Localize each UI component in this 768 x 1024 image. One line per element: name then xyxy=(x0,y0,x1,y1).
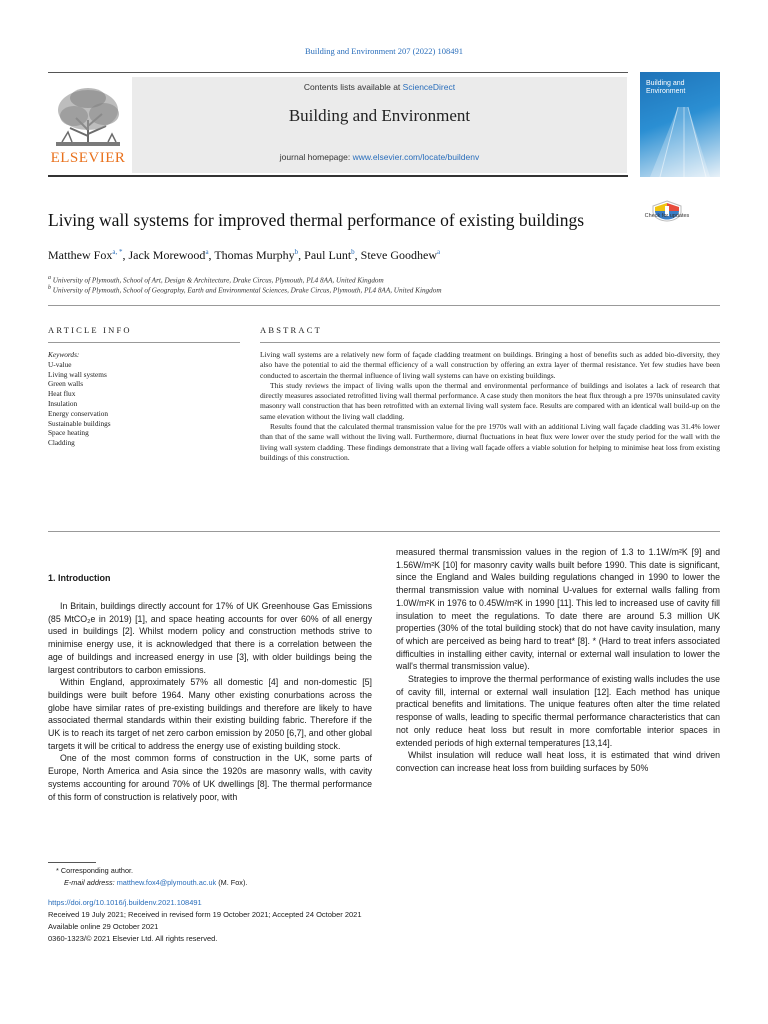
contents-line xyxy=(132,82,627,92)
check-for-updates-label: Check for updates xyxy=(644,213,690,219)
abstract-paragraph: This study reviews the impact of living walls upon the thermal and environmental performance of buildings and isolates a lack of research that directly measures associated retrofitted living wall thermal performance. A case study then monitors the heat flux through a pre 1970s uninsulated cavity masonry wall construction that has been retrofitted with an external living wall system face. Results are compared with an identical wall build-up on the same elevation without the living wall cladding. xyxy=(260,380,720,421)
affiliation-text: University of Plymouth, School of Geography, Earth and Environmental Sciences, Drake Circus, Plymouth, PL4 8AA, United Kingdom xyxy=(52,286,442,295)
keyword: Sustainable buildings xyxy=(48,418,111,428)
keyword: Energy conservation xyxy=(48,408,109,418)
author[interactable]: Jack Morewood xyxy=(128,248,206,262)
affiliation-mark: b xyxy=(48,285,51,291)
homepage-label: journal homepage: xyxy=(279,152,353,162)
keywords-list xyxy=(48,350,238,448)
article-info-rule xyxy=(48,342,240,343)
journal-homepage-link[interactable]: www.elsevier.com/locate/buildenv xyxy=(352,152,480,162)
author[interactable]: Thomas Murphy xyxy=(214,248,295,262)
affiliation-divider xyxy=(48,305,720,306)
footnote-rule xyxy=(48,862,96,863)
keyword: Cladding xyxy=(48,438,75,448)
body-paragraph: In Britain, buildings directly account for 17% of UK Greenhouse Gas Emissions (85 MtCO₂e in 2019) [1], and space heating accounts for over 60% of all energy used in buildings [2]. Whilst modern policy and construction methods strive to minimise energy use, it is acknowledged that there is a correlation between the age of buildings and increased energy in use [3], with older buildings being the largest contributors to carbon emissions. xyxy=(48,601,372,675)
body-paragraph: Within England, approximately 57% all domestic [4] and non-domestic [5] buildings were built before 1964. Many other existing conurbations across the globe have similar rates of pre-existing buildings and therefore are likely to have associated thermal standards within their existing building fabric. Therefore if the UK is to reach its target of net zero carbon emission by 2050 [6,7], and other global targets it will be critical to address the energy use of existing building stock. xyxy=(48,677,372,751)
author-superscript[interactable]: b xyxy=(351,248,355,256)
publisher-wordmark: ELSEVIER xyxy=(50,150,126,166)
author-superscript[interactable]: b xyxy=(294,248,299,256)
masthead-top-rule xyxy=(48,72,628,73)
author-separator: , xyxy=(354,248,361,262)
sciencedirect-link[interactable]: ScienceDirect xyxy=(402,82,456,92)
body-column-right xyxy=(396,546,720,775)
copyright-line: 0360-1323/© 2021 Elsevier Ltd. All rights reserved. xyxy=(48,934,218,943)
keyword: Living wall systems xyxy=(48,369,107,379)
affiliation xyxy=(48,285,688,294)
journal-title: Building and Environment xyxy=(288,106,471,125)
doi-link[interactable]: https://doi.org/10.1016/j.buildenv.2021.108491 xyxy=(48,898,202,907)
abstract-rule xyxy=(260,342,720,343)
cover-title: Building and Environment xyxy=(646,80,686,95)
affiliation-mark: a xyxy=(48,275,51,281)
body-paragraph: measured thermal transmission values in the region of 1.3 to 1.1W/m²K [9] and 1.56W/m²K [10] for masonry cavity walls built before 1990. This date is significant, since the England and Wales building regulations changed in 1990 to lower the thermal transmission value with nominal U-values for external walls falling from 1.0W/m²K in 1976 to 0.45W/m²K in 1990 [11]. This led to increased use of cavity fill insulation to meet the regulations. To date there are around 5.3 million UK properties (30% of the total building stock) that do not have cavity insulation, many of which are perceived as being hard to treat* [8]. * (Hard to treat infers associated difficulties in installing either cavity, internal or external wall insulation to lower the wall's thermal transmission value). xyxy=(396,547,720,672)
body-paragraph: Strategies to improve the thermal performance of existing walls includes the use of cavity fill, internal or external wall insulation [12]. Each method has unique practical benefits and limitations. The unique features often alter the time related response of walls, leading to specific thermal performance characteristics that can not only reduce heat loss but result in more comfortable interior spaces in extended periods of high external temperatures [13,14]. xyxy=(396,674,720,748)
body-paragraph: Whilst insulation will reduce wall heat loss, it is estimated that wind driven convection can increase heat loss from building surfaces by 50% xyxy=(396,750,720,773)
keywords-label: Keywords: xyxy=(48,350,80,359)
body-paragraph: One of the most common forms of construction in the UK, some parts of Europe, North America and Asia since the 1920s are masonry walls, with cavity systems accounting for around 70% of UK dwellings [8]. The thermal performance of this form of construction is relatively poor, with xyxy=(48,753,372,802)
email-note xyxy=(64,878,664,887)
author[interactable]: Paul Lunt xyxy=(304,248,352,262)
keyword: U-value xyxy=(48,359,72,369)
check-for-updates-icon[interactable] xyxy=(650,191,684,231)
masthead-bottom-rule xyxy=(48,175,628,177)
available-online-date: Available online 29 October 2021 xyxy=(48,922,159,931)
section-heading-introduction: 1. Introduction xyxy=(48,573,111,583)
author[interactable]: Steve Goodhew xyxy=(360,248,437,262)
affiliation-text: University of Plymouth, School of Art, Design & Architecture, Drake Circus, Plymouth, PL4 8AA, United Kingdom xyxy=(52,276,384,285)
body-column-left xyxy=(48,600,372,803)
journal-reference-link[interactable]: Building and Environment 207 (2022) 108491 xyxy=(305,46,463,56)
cover-building-graphic xyxy=(640,102,720,177)
abstract-end-divider xyxy=(48,531,720,532)
article-title: Living wall systems for improved thermal performance of existing buildings xyxy=(48,210,585,230)
keyword: Insulation xyxy=(48,398,78,408)
received-dates: Received 19 July 2021; Received in revised form 19 October 2021; Accepted 24 October 2021 xyxy=(48,910,362,919)
author-superscript[interactable]: a xyxy=(437,248,441,256)
article-info-heading: ARTICLE INFO xyxy=(48,325,132,335)
abstract-body xyxy=(260,350,720,463)
contents-prefix: Contents lists available at xyxy=(303,82,403,92)
keyword: Heat flux xyxy=(48,389,76,399)
affiliation xyxy=(48,275,688,284)
journal-cover-thumbnail[interactable] xyxy=(640,72,720,177)
keyword: Green walls xyxy=(48,379,84,389)
author-separator: , xyxy=(208,248,215,262)
author-superscript[interactable]: a xyxy=(205,248,209,256)
abstract-paragraph: Results found that the calculated thermal transmission value for the pre 1970s wall with an additional Living wall façade cladding was 31.4% lower than that of the same wall without the living wall. Furthermore, diurnal fluctuations in heat flux were lower over the study period for the wall with the living wall system cladding. These findings demonstrate that a living wall façade offers a viable solution for helping to minimise heat loss from existing buildings of this construction. xyxy=(260,422,720,462)
abstract-paragraph: Living wall systems are a relatively new form of façade cladding treatment on buildings. Bringing a host of benefits such as added bio-diversity, they also have the potential to aid the thermal efficiency of a wall construction by offering an extra layer of thermal resistance. Yet few studies have been conducted to ascertain the thermal influence of living wall systems can have on existing buildings. xyxy=(260,350,720,380)
corresponding-author-note: * Corresponding author. xyxy=(56,866,134,875)
author-separator: , xyxy=(122,248,129,262)
abstract-heading: ABSTRACT xyxy=(260,325,322,335)
email-label: E-mail address: xyxy=(64,878,117,887)
author-superscript[interactable]: a, * xyxy=(112,248,123,256)
author-separator: , xyxy=(298,248,305,262)
journal-homepage-line xyxy=(132,152,627,162)
author-list xyxy=(48,248,688,263)
author[interactable]: Matthew Fox xyxy=(48,248,113,262)
author-email-link[interactable]: matthew.fox4@plymouth.ac.uk xyxy=(116,878,217,887)
keyword: Space heating xyxy=(48,428,89,438)
email-suffix: (M. Fox). xyxy=(216,878,248,887)
